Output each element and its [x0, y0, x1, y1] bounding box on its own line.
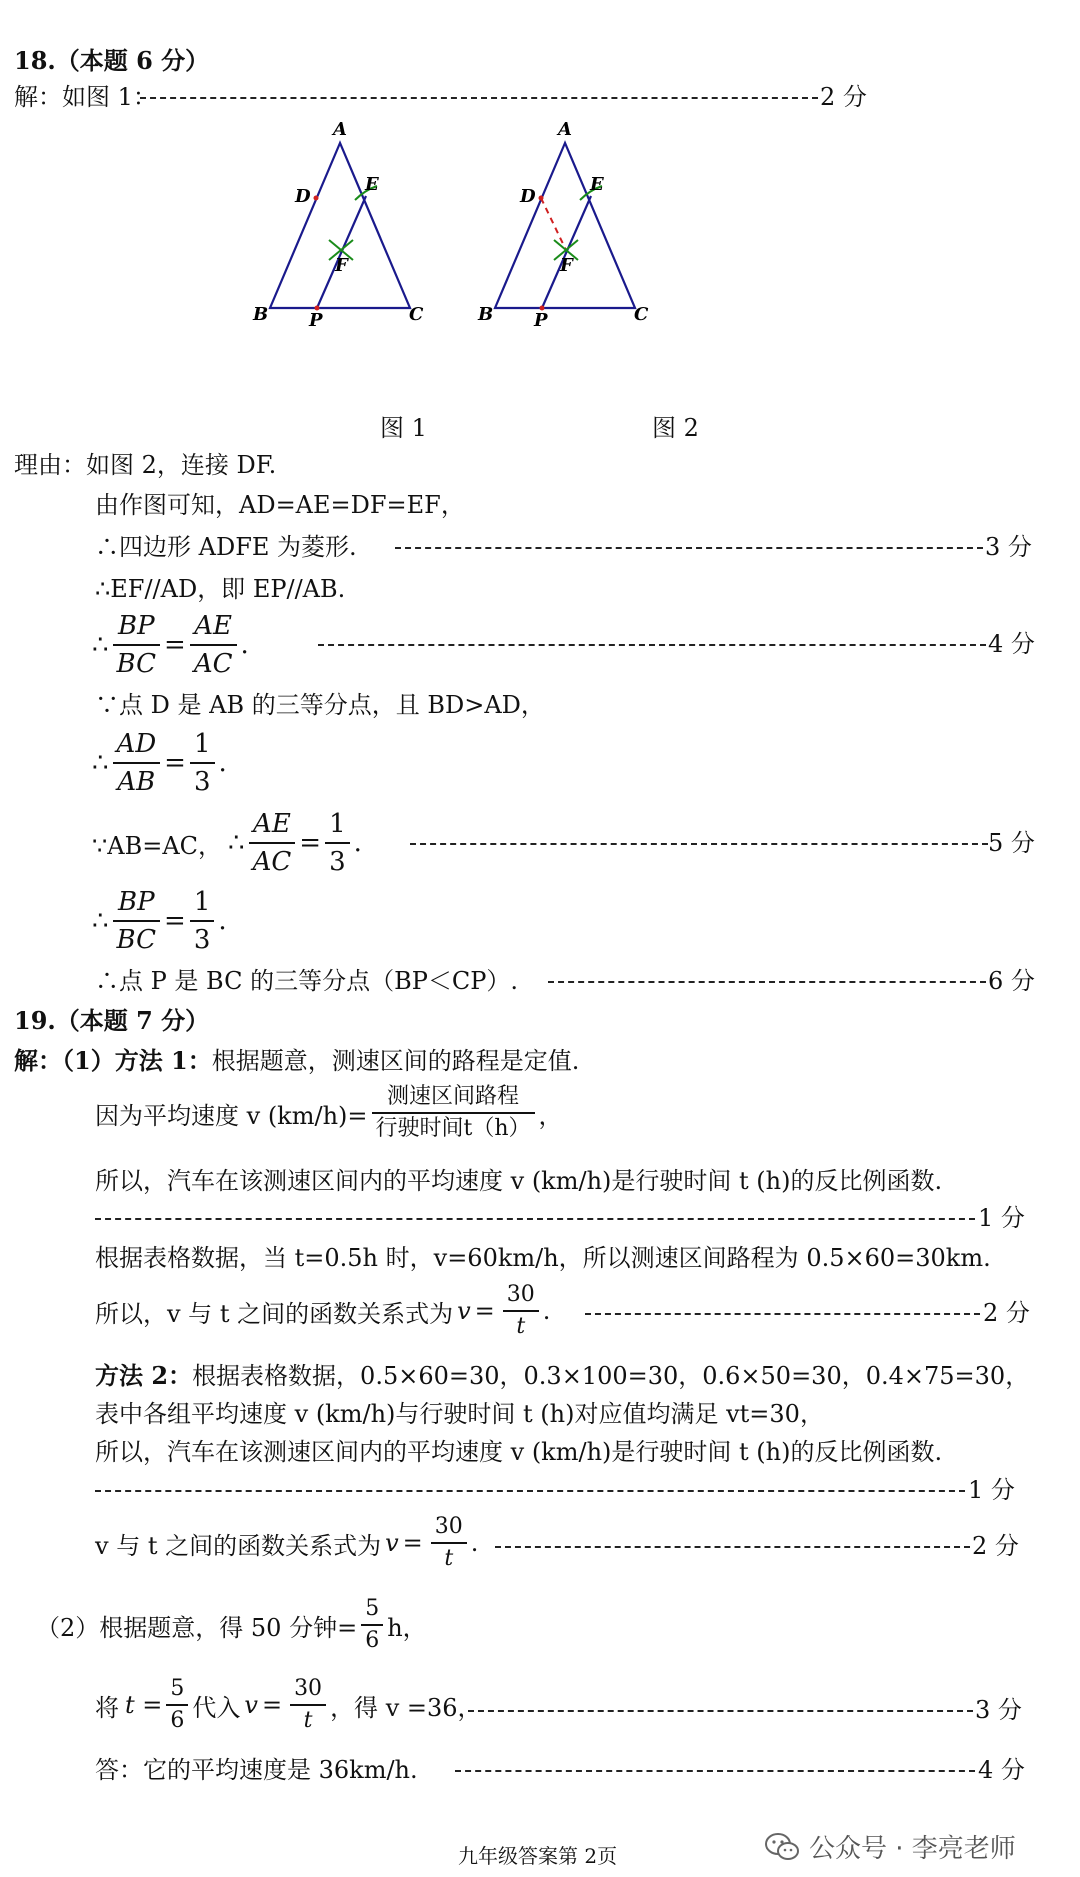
label-B: B	[478, 304, 494, 325]
ratio-ae-ac: ∵AB=AC， ∴ $\frac{AE}{AC}$ = $\frac{1}{3}$ .	[92, 806, 362, 880]
q18-line1: 解：如图 1：	[14, 83, 157, 111]
q18-heading: 18.（本题 6 分）	[14, 46, 210, 75]
label-B: B	[253, 304, 269, 325]
label-A: A	[333, 119, 347, 140]
page-footer: 九年级答案第 2页	[458, 1844, 618, 1868]
label-E: E	[590, 174, 604, 195]
q18-r1: 由作图可知，AD=AE=DF=EF，	[95, 491, 465, 519]
ratio-bp-bc-ae-ac: ∴ $\frac{BP}{BC}$ = $\frac{AE}{AC}$ .	[92, 608, 249, 682]
dash-leader	[395, 547, 983, 549]
dash-leader	[318, 644, 986, 646]
figure-2-caption: 图 2	[652, 414, 699, 442]
dash-leader	[95, 1490, 965, 1492]
q19-l8: 所以，汽车在该测速区间内的平均速度 v (km/h)是行驶时间 t (h)的反比例函数.	[95, 1438, 943, 1466]
q18-r4: ∵点 D 是 AB 的三等分点，且 BD>AD，	[95, 691, 545, 719]
figure-1	[245, 118, 445, 328]
dash-leader	[548, 981, 986, 983]
points-5: 5 分	[988, 829, 1035, 857]
ratio-ad-ab: ∴ $\frac{AD}{AB}$ = $\frac{1}{3}$ .	[92, 726, 227, 800]
wechat-icon	[765, 1832, 799, 1862]
dash-leader	[140, 97, 818, 99]
points-1b: 1 分	[968, 1476, 1015, 1504]
avg-speed-definition: 因为平均速度 v (km/h)= $\frac{\text{测速区间路程}}{\text{行驶时间t（h）}}$ ，	[95, 1084, 563, 1141]
label-D: D	[520, 186, 536, 207]
points-2b: 2 分	[972, 1532, 1019, 1560]
label-D: D	[295, 186, 311, 207]
label-F: F	[560, 255, 573, 276]
q19-part2: （2）根据题意，得 50 分钟= $\frac{5}{6}$ h，	[36, 1596, 427, 1653]
q18-reason: 理由：如图 2，连接 DF.	[14, 451, 277, 479]
dash-leader	[468, 1710, 973, 1712]
q18-r6: ∴点 P 是 BC 的三等分点（BP＜CP）.	[95, 967, 519, 995]
q18-r3: ∴EF//AD，即 EP//AB.	[95, 575, 346, 603]
points-4b: 4 分	[978, 1756, 1025, 1784]
figure-2	[470, 118, 670, 328]
q19-answer: 答：它的平均速度是 36km/h.	[95, 1756, 418, 1784]
dash-leader	[455, 1770, 975, 1772]
ratio-bp-bc: ∴ $\frac{BP}{BC}$ = $\frac{1}{3}$ .	[92, 884, 227, 958]
points-4: 4 分	[988, 630, 1035, 658]
dash-leader	[95, 1218, 975, 1220]
q19-l7: 表中各组平均速度 v (km/h)与行驶时间 t (h)对应值均满足 vt=30，	[95, 1400, 824, 1428]
points-3b: 3 分	[975, 1696, 1022, 1724]
points-2a: 2 分	[983, 1299, 1030, 1327]
label-C: C	[634, 304, 649, 325]
label-F: F	[335, 255, 348, 276]
dash-leader	[585, 1313, 980, 1315]
function-relation-1: 所以，v 与 t 之间的函数关系式为 v = $\frac{30}{t}$ .	[95, 1282, 551, 1339]
label-A: A	[558, 119, 572, 140]
points-1a: 1 分	[978, 1204, 1025, 1232]
q19-method1: 解：（1）方法 1：根据题意，测速区间的路程是定值.	[14, 1046, 580, 1075]
q18-r2: ∴四边形 ADFE 为菱形.	[95, 533, 357, 561]
points-6: 6 分	[988, 967, 1035, 995]
points-2: 2 分	[820, 83, 867, 111]
q19-l4: 根据表格数据，当 t=0.5h 时，v=60km/h，所以测速区间路程为 0.5×60=30km.	[95, 1244, 991, 1272]
label-P: P	[309, 310, 323, 328]
q19-method2: 方法 2：根据表格数据，0.5×60=30，0.3×100=30，0.6×50=30，0.4×75=30，	[95, 1361, 1030, 1390]
q19-heading: 19.（本题 7 分）	[14, 1006, 210, 1035]
points-3: 3 分	[985, 533, 1032, 561]
dash-leader	[495, 1546, 970, 1548]
substitution: 将 t = $\frac{5}{6}$ 代入 v = $\frac{30}{t}$ ，得 v =36，	[95, 1676, 482, 1733]
dash-leader	[410, 843, 988, 845]
label-P: P	[534, 310, 548, 328]
q19-l3: 所以，汽车在该测速区间内的平均速度 v (km/h)是行驶时间 t (h)的反比例函数.	[95, 1167, 943, 1195]
watermark: 公众号 · 李亮老师	[765, 1828, 1016, 1865]
label-C: C	[409, 304, 424, 325]
function-relation-2: v 与 t 之间的函数关系式为 v = $\frac{30}{t}$ .	[95, 1514, 479, 1571]
figure-1-caption: 图 1	[380, 414, 427, 442]
label-E: E	[365, 174, 379, 195]
